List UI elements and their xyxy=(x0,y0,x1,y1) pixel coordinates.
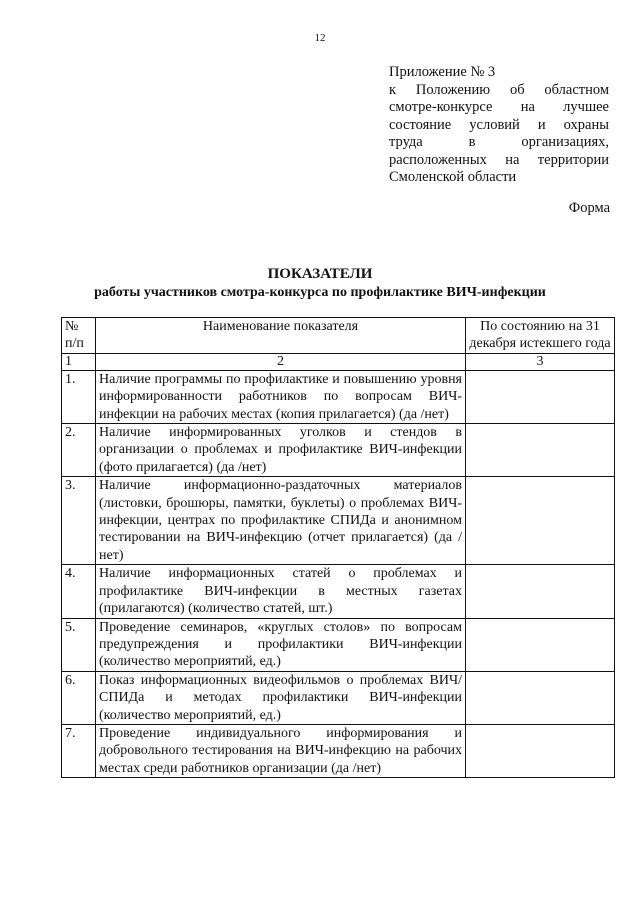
row-name: Проведение семинаров, «круглых столов» по вопросам предупреждения и профилактики ВИЧ-инфекции (количество мероприятий, ед.) xyxy=(96,618,466,671)
document-title: ПОКАЗАТЕЛИ xyxy=(267,266,373,282)
column-index-row xyxy=(62,353,615,370)
row-num: 2. xyxy=(62,424,96,477)
row-name: Наличие информационно-раздаточных материалов (листовки, брошюры, памятки, буклеты) о проблемах ВИЧ-инфекции, центрах по профилактике СПИДа и анонимном тестировании на ВИЧ-инфекцию (отчет прилагается) (да /нет) xyxy=(96,477,466,565)
header-value: По состоянию на 31 декабря истекшего года xyxy=(466,318,615,354)
header-num: № п/п xyxy=(62,318,96,354)
table-row xyxy=(62,724,615,777)
row-num: 5. xyxy=(62,618,96,671)
column-index-cell: 2 xyxy=(96,353,466,370)
row-num: 6. xyxy=(62,671,96,724)
row-value[interactable] xyxy=(466,424,615,477)
row-name: Проведение индивидуального информирования и добровольного тестирования на ВИЧ-инфекцию на рабочих местах среди работников организации (да /нет) xyxy=(96,724,466,777)
row-value[interactable] xyxy=(466,370,615,423)
row-name: Наличие программы по профилактике и повышению уровня информированности работников по вопросам ВИЧ-инфекции на рабочих местах (копия прилагается) (да /нет) xyxy=(96,370,466,423)
row-name: Наличие информационных статей о проблемах и профилактике ВИЧ-инфекции в местных газетах (прилагаются) (количество статей, шт.) xyxy=(96,565,466,618)
row-value[interactable] xyxy=(466,671,615,724)
appendix-line: труда в организациях, xyxy=(389,134,609,150)
row-value[interactable] xyxy=(466,724,615,777)
appendix-line: к Положению об областном xyxy=(389,81,609,98)
column-index-cell: 1 xyxy=(62,353,96,370)
table-row xyxy=(62,477,615,565)
form-label: Форма xyxy=(568,200,610,216)
appendix-line: состояние условий и охраны xyxy=(389,116,609,133)
header-name: Наименование показателя xyxy=(96,318,466,354)
row-num: 3. xyxy=(62,477,96,565)
page-number: 12 xyxy=(314,32,326,44)
column-index-cell: 3 xyxy=(466,353,615,370)
row-value[interactable] xyxy=(466,565,615,618)
table-row xyxy=(62,424,615,477)
appendix-line: смотре-конкурсе на лучшее xyxy=(389,99,609,115)
table-row xyxy=(62,671,615,724)
row-name: Показ информационных видеофильмов о проблемах ВИЧ/СПИДа и методах профилактики ВИЧ-инфекции (количество мероприятий, ед.) xyxy=(96,671,466,724)
row-num: 4. xyxy=(62,565,96,618)
row-num: 1. xyxy=(62,370,96,423)
row-value[interactable] xyxy=(466,618,615,671)
appendix-line: Приложение № 3 xyxy=(389,64,496,80)
table-header-row xyxy=(62,318,615,354)
row-value[interactable] xyxy=(466,477,615,565)
appendix-line: расположенных на территории xyxy=(389,151,609,168)
document-subtitle: работы участников смотра-конкурса по профилактике ВИЧ-инфекции xyxy=(94,285,546,300)
indicators-table xyxy=(61,317,615,778)
appendix-line: Смоленской области xyxy=(389,169,517,185)
table-row xyxy=(62,565,615,618)
row-num: 7. xyxy=(62,724,96,777)
appendix-note xyxy=(389,64,609,187)
table-row xyxy=(62,370,615,423)
table-row xyxy=(62,618,615,671)
row-name: Наличие информированных уголков и стендов в организации о проблемах и профилактике ВИЧ-инфекции (фото прилагается) (да /нет) xyxy=(96,424,466,477)
